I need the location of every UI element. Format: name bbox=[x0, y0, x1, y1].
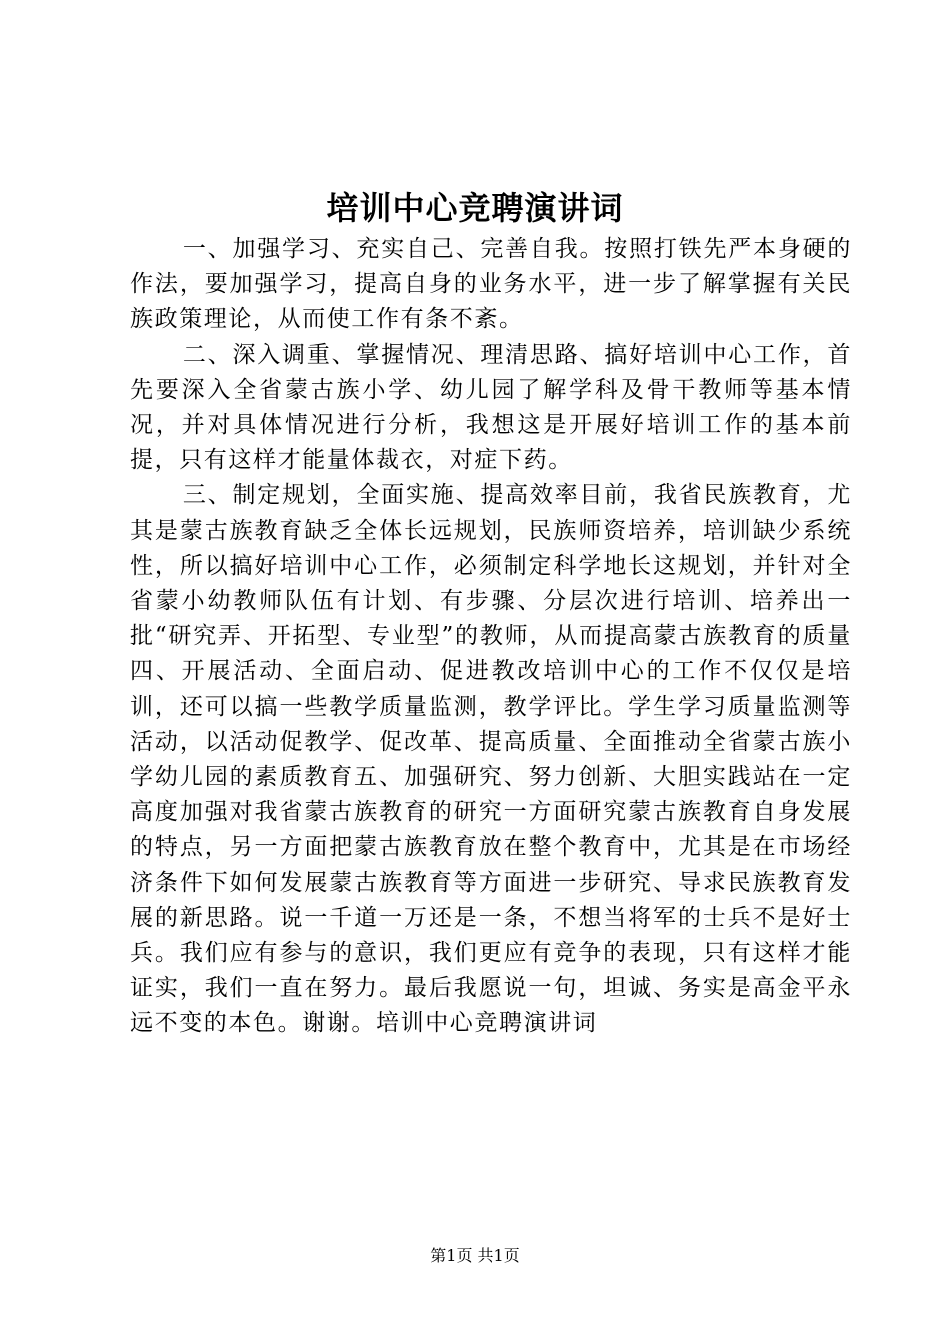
paragraph-1: 一、加强学习、充实自己、完善自我。按照打铁先严本身硬的作法，要加强学习，提高自身的业务水平，进一步了解掌握有关民族政策理论，从而使工作有条不紊。 bbox=[130, 236, 852, 333]
document-body bbox=[130, 232, 852, 1042]
paragraph-2: 二、深入调重、掌握情况、理清思路、搞好培训中心工作，首先要深入全省蒙古族小学、幼儿园了解学科及骨干教师等基本情况，并对具体情况进行分析，我想这是开展好培训工作的基本前提，只有这样才能量体裁衣，对症下药。 bbox=[130, 341, 852, 474]
paragraph-3: 三、制定规划，全面实施、提高效率目前，我省民族教育，尤其是蒙古族教育缺乏全体长远规划，民族师资培养，培训缺少系统性，所以搞好培训中心工作，必须制定科学地长这规划，并针对全省蒙小幼教师队伍有计划、有步骤、分层次进行培训、培养出一批“研究弄、开拓型、专业型”的教师，从而提高蒙古族教育的质量四、开展活动、全面启动、促进教改培训中心的工作不仅仅是培训，还可以搞一些教学质量监测，教学评比。学生学习质量监测等活动，以活动促教学、促改革、提高质量、全面推动全省蒙古族小学幼儿园的素质教育五、加强研究、努力创新、大胆实践站在一定高度加强对我省蒙古族教育的研究一方面研究蒙古族教育自身发展的特点，另一方面把蒙古族教育放在整个教育中，尤其是在市场经济条件下如何发展蒙古族教育等方面进一步研究、导求民族教育发展的新思路。说一千道一万还是一条，不想当将军的士兵不是好士兵。我们应有参与的意识，我们更应有竞争的表现，只有这样才能证实，我们一直在努力。最后我愿说一句，坦诚、务实是高金平永远不变的本色。谢谢。培训中心竞聘演讲词 bbox=[130, 482, 852, 1037]
document-title: 培训中心竞聘演讲词 bbox=[326, 189, 624, 227]
page-footer: 第1页 共1页 bbox=[430, 1246, 520, 1265]
